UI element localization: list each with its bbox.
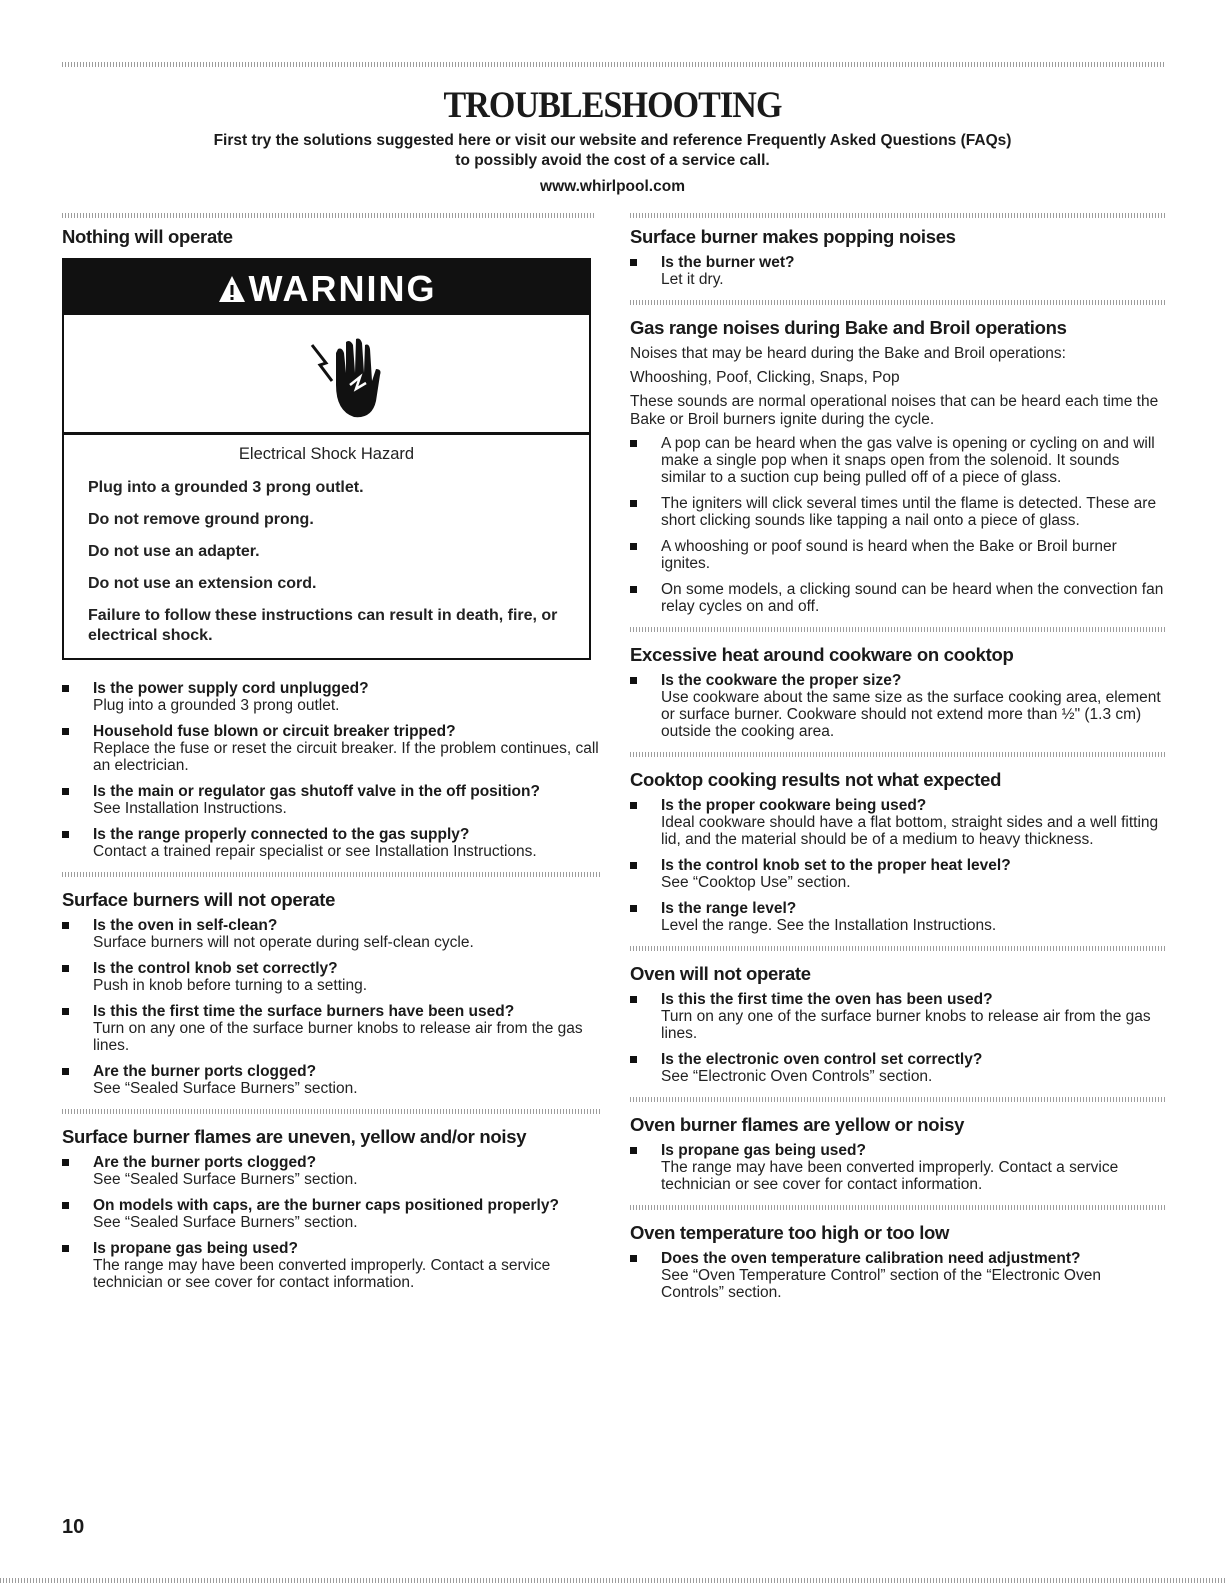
question: Is the electronic oven control set correctly?: [661, 1051, 983, 1068]
answer: The range may have been converted improperly. Contact a service technician or see cover for contact information.: [661, 1159, 1119, 1193]
answer: Replace the fuse or reset the circuit breaker. If the problem continues, call an electrician.: [93, 740, 599, 774]
warning-triangle-icon: [217, 263, 247, 321]
bottom-rule: [0, 1578, 1225, 1583]
troubleshooting-list: [630, 1142, 1165, 1193]
bullet-icon: [630, 677, 637, 684]
list-item: [62, 1197, 602, 1231]
paragraph: Whooshing, Poof, Clicking, Snaps, Pop: [630, 369, 900, 386]
list-item: [62, 1063, 602, 1097]
bullet-icon: [630, 586, 637, 593]
bullet-icon: [62, 922, 69, 929]
section-heading: Oven will not operate: [630, 963, 811, 984]
top-rule: [62, 62, 1165, 67]
bullet-icon: [630, 259, 637, 266]
warning-body: [64, 435, 589, 658]
list-item: [630, 495, 1165, 529]
list-item: [630, 538, 1165, 572]
answer: Contact a trained repair specialist or see Installation Instructions.: [93, 843, 537, 860]
warning-heading: WARNING: [248, 268, 437, 309]
bullet-icon: [62, 831, 69, 838]
warning-line: Do not use an extension cord.: [88, 575, 317, 592]
answer: The igniters will click several times until the flame is detected. These are short clicking sounds like tapping a nail onto a piece of glass.: [661, 495, 1157, 529]
question: Is this the first time the oven has been used?: [661, 991, 993, 1008]
question: On models with caps, are the burner caps positioned properly?: [93, 1197, 559, 1214]
section-heading: Surface burner makes popping noises: [630, 226, 956, 247]
list-item: [630, 254, 1165, 288]
answer: Level the range. See the Installation Instructions.: [661, 917, 997, 934]
list-item: [62, 723, 602, 774]
warning-line: Failure to follow these instructions can result in death, fire, or electrical shock.: [88, 607, 558, 644]
question: Is propane gas being used?: [93, 1240, 298, 1257]
question: Is the main or regulator gas shutoff valve in the off position?: [93, 783, 540, 800]
troubleshooting-list: [62, 1154, 602, 1291]
bullet-icon: [630, 500, 637, 507]
section-excessive-heat: [630, 644, 1165, 740]
list-item: [630, 900, 1165, 934]
troubleshooting-list: [630, 435, 1165, 615]
bullet-icon: [62, 788, 69, 795]
section-heading: Excessive heat around cookware on cooktop: [630, 644, 1014, 665]
section-popping-noises: [630, 226, 1165, 288]
section-divider: [630, 752, 1165, 757]
section-oven-temperature: [630, 1222, 1165, 1301]
list-item: [630, 797, 1165, 848]
section-divider: [630, 627, 1165, 632]
section-divider: [62, 1109, 602, 1114]
warning-line: Plug into a grounded 3 prong outlet.: [88, 479, 364, 496]
intro-line-2: to possibly avoid the cost of a service call.: [455, 152, 770, 169]
electrical-shock-hand-icon: [64, 315, 589, 435]
troubleshooting-list: [62, 917, 602, 1097]
bullet-icon: [62, 685, 69, 692]
question: Is the proper cookware being used?: [661, 797, 927, 814]
list-item: [62, 1003, 602, 1054]
website-url: www.whirlpool.com: [540, 178, 685, 195]
answer: Surface burners will not operate during self-clean cycle.: [93, 934, 474, 951]
answer: See “Sealed Surface Burners” section.: [93, 1171, 358, 1188]
list-item: [630, 435, 1165, 486]
section-bake-broil-noises: [630, 317, 1165, 615]
bullet-icon: [62, 1202, 69, 1209]
bullet-icon: [630, 905, 637, 912]
section-cooktop-results: [630, 769, 1165, 934]
answer: A pop can be heard when the gas valve is opening or cycling on and will make a single pop when it snaps open from the solenoid. It sounds similar to a suction cup being pulled off of a piece of glass.: [661, 435, 1155, 486]
question: Is the burner wet?: [661, 254, 795, 271]
paragraph: These sounds are normal operational noises that can be heard each time the Bake or Broil burners ignite during the cycle.: [630, 393, 1159, 428]
answer: Ideal cookware should have a flat bottom, straight sides and a well fitting lid, and the material should be of a medium to heavy thickness.: [661, 814, 1159, 848]
bullet-icon: [62, 728, 69, 735]
question: Is the power supply cord unplugged?: [93, 680, 369, 697]
list-item: [630, 1051, 1165, 1085]
bullet-icon: [630, 1147, 637, 1154]
list-item: [62, 680, 602, 714]
page-title: TROUBLESHOOTING: [443, 85, 782, 126]
answer: Push in knob before turning to a setting.: [93, 977, 368, 994]
section-divider: [630, 946, 1165, 951]
answer: Plug into a grounded 3 prong outlet.: [93, 697, 340, 714]
warning-box: [62, 258, 591, 660]
answer: Let it dry.: [661, 271, 724, 288]
troubleshooting-list: [630, 797, 1165, 934]
right-column: [630, 226, 1165, 1310]
hazard-title: Electrical Shock Hazard: [238, 445, 415, 463]
list-item: [630, 1142, 1165, 1193]
question: Are the burner ports clogged?: [93, 1154, 317, 1171]
answer: See “Oven Temperature Control” section of the “Electronic Oven Controls” section.: [661, 1267, 1101, 1301]
section-oven-will-not-operate: [630, 963, 1165, 1085]
answer: Turn on any one of the surface burner knobs to release air from the gas lines.: [93, 1020, 583, 1054]
bullet-icon: [62, 1068, 69, 1075]
left-column-top-rule: [62, 213, 594, 218]
troubleshooting-list: [62, 680, 602, 860]
warning-line: Do not remove ground prong.: [88, 511, 314, 528]
section-heading: Oven temperature too high or too low: [630, 1222, 950, 1243]
section-nothing-will-operate: [62, 226, 602, 860]
answer: Use cookware about the same size as the surface cooking area, element or surface burner. Cookware should not extend more than ½" (1.3 cm) outside the cooking area.: [661, 689, 1161, 740]
list-item: [62, 826, 602, 860]
list-item: [630, 581, 1165, 615]
answer: See “Electronic Oven Controls” section.: [661, 1068, 933, 1085]
section-divider: [62, 872, 602, 877]
section-surface-burner-flames: [62, 1126, 602, 1291]
question: Is the oven in self-clean?: [93, 917, 278, 934]
list-item: [62, 917, 602, 951]
answer: See Installation Instructions.: [93, 800, 287, 817]
troubleshooting-list: [630, 254, 1165, 288]
paragraph: Noises that may be heard during the Bake and Broil operations:: [630, 345, 1066, 362]
troubleshooting-list: [630, 1250, 1165, 1301]
troubleshooting-list: [630, 991, 1165, 1085]
section-heading: Surface burners will not operate: [62, 889, 336, 910]
question: Is propane gas being used?: [661, 1142, 866, 1159]
bullet-icon: [62, 1159, 69, 1166]
answer: Turn on any one of the surface burner knobs to release air from the gas lines.: [661, 1008, 1151, 1042]
troubleshooting-list: [630, 672, 1165, 740]
list-item: [62, 1154, 602, 1188]
left-column: [62, 226, 602, 1300]
intro-text: [0, 131, 1225, 197]
bullet-icon: [630, 996, 637, 1003]
question: Is the control knob set to the proper heat level?: [661, 857, 1011, 874]
answer: See “Sealed Surface Burners” section.: [93, 1080, 358, 1097]
section-heading: Nothing will operate: [62, 226, 233, 247]
list-item: [630, 672, 1165, 740]
section-heading: Gas range noises during Bake and Broil operations: [630, 317, 1067, 338]
answer: A whooshing or poof sound is heard when the Bake or Broil burner ignites.: [661, 538, 1117, 572]
question: Is the cookware the proper size?: [661, 672, 902, 689]
section-divider: [630, 1205, 1165, 1210]
section-heading: Surface burner flames are uneven, yellow and/or noisy: [62, 1126, 527, 1147]
warning-line: Do not use an adapter.: [88, 543, 260, 560]
question: Are the burner ports clogged?: [93, 1063, 317, 1080]
question: Does the oven temperature calibration need adjustment?: [661, 1250, 1081, 1267]
warning-header: [64, 260, 589, 315]
section-oven-burner-flames: [630, 1114, 1165, 1193]
section-surface-burners-will-not-operate: [62, 889, 602, 1097]
answer: See “Sealed Surface Burners” section.: [93, 1214, 358, 1231]
bullet-icon: [630, 543, 637, 550]
section-heading: Oven burner flames are yellow or noisy: [630, 1114, 965, 1135]
bullet-icon: [62, 1008, 69, 1015]
question: Household fuse blown or circuit breaker tripped?: [93, 723, 456, 740]
section-divider: [630, 300, 1165, 305]
question: Is the control knob set correctly?: [93, 960, 338, 977]
list-item: [62, 960, 602, 994]
page-number: 10: [62, 1516, 85, 1538]
list-item: [630, 857, 1165, 891]
right-column-top-rule: [630, 213, 1165, 218]
bullet-icon: [630, 1056, 637, 1063]
question: Is the range properly connected to the gas supply?: [93, 826, 470, 843]
list-item: [62, 1240, 602, 1291]
section-heading: Cooktop cooking results not what expected: [630, 769, 1002, 790]
bullet-icon: [630, 802, 637, 809]
answer: See “Cooktop Use” section.: [661, 874, 851, 891]
bullet-icon: [62, 965, 69, 972]
bullet-icon: [630, 440, 637, 447]
answer: On some models, a clicking sound can be heard when the convection fan relay cycles on and off.: [661, 581, 1164, 615]
section-divider: [630, 1097, 1165, 1102]
bullet-icon: [630, 862, 637, 869]
bullet-icon: [62, 1245, 69, 1252]
bullet-icon: [630, 1255, 637, 1262]
question: Is this the first time the surface burners have been used?: [93, 1003, 515, 1020]
list-item: [630, 991, 1165, 1042]
question: Is the range level?: [661, 900, 797, 917]
list-item: [62, 783, 602, 817]
list-item: [630, 1250, 1165, 1301]
intro-line-1: First try the solutions suggested here or visit our website and reference Frequently Asked Questions (FAQs): [213, 132, 1012, 149]
answer: The range may have been converted improperly. Contact a service technician or see cover for contact information.: [93, 1257, 551, 1291]
